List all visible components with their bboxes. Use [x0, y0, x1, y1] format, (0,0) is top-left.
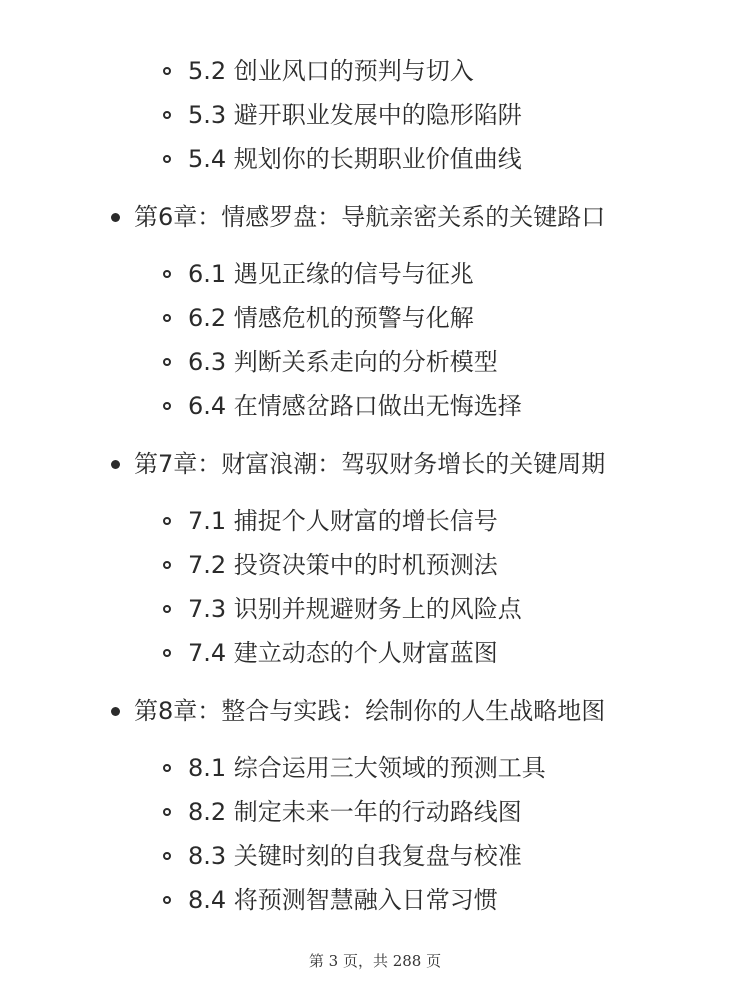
toc-chapter-item[interactable] [134, 444, 605, 484]
toc-section-item[interactable] [188, 298, 474, 338]
section-label: 8.1 综合运用三大领域的预测工具 [188, 754, 546, 782]
page-footer: 第 3 页，共 288 页 [308, 952, 442, 970]
section-label: 5.2 创业风口的预判与切入 [188, 57, 474, 85]
section-label: 6.2 情感危机的预警与化解 [188, 304, 474, 332]
toc-section-item[interactable] [188, 95, 522, 135]
section-label: 7.3 识别并规避财务上的风险点 [188, 595, 522, 623]
hollow-bullet-icon [163, 896, 171, 904]
hollow-bullet-icon [163, 111, 171, 119]
toc-section-item[interactable] [188, 342, 498, 382]
toc-section-item[interactable] [188, 386, 522, 426]
toc-chapter-item[interactable] [134, 197, 605, 237]
section-label: 5.3 避开职业发展中的隐形陷阱 [188, 101, 522, 129]
hollow-bullet-icon [163, 402, 171, 410]
hollow-bullet-icon [163, 314, 171, 322]
section-label: 7.4 建立动态的个人财富蓝图 [188, 639, 498, 667]
hollow-bullet-icon [163, 605, 171, 613]
section-label: 6.1 遇见正缘的信号与征兆 [188, 260, 474, 288]
toc-section-item[interactable] [188, 51, 474, 91]
toc-section-item[interactable] [188, 589, 522, 629]
toc-chapter-item[interactable] [134, 691, 605, 731]
section-label: 8.4 将预测智慧融入日常习惯 [188, 886, 498, 914]
toc-section-item[interactable] [188, 792, 522, 832]
hollow-bullet-icon [163, 358, 171, 366]
hollow-bullet-icon [163, 649, 171, 657]
hollow-bullet-icon [163, 67, 171, 75]
hollow-bullet-icon [163, 808, 171, 816]
chapter-title: 第7章：财富浪潮：驾驭财务增长的关键周期 [134, 450, 606, 478]
hollow-bullet-icon [163, 270, 171, 278]
filled-bullet-icon [111, 213, 120, 222]
toc-section-item[interactable] [188, 545, 498, 585]
chapter-title: 第8章：整合与实践：绘制你的人生战略地图 [134, 697, 606, 725]
toc-section-item[interactable] [188, 748, 546, 788]
hollow-bullet-icon [163, 517, 171, 525]
section-label: 7.2 投资决策中的时机预测法 [188, 551, 498, 579]
section-label: 7.1 捕捉个人财富的增长信号 [188, 507, 498, 535]
toc-section-item[interactable] [188, 501, 498, 541]
section-label: 5.4 规划你的长期职业价值曲线 [188, 145, 522, 173]
hollow-bullet-icon [163, 561, 171, 569]
hollow-bullet-icon [163, 155, 171, 163]
section-label: 8.3 关键时刻的自我复盘与校准 [188, 842, 522, 870]
filled-bullet-icon [111, 707, 120, 716]
toc-section-item[interactable] [188, 633, 498, 673]
hollow-bullet-icon [163, 852, 171, 860]
chapter-title: 第6章：情感罗盘：导航亲密关系的关键路口 [134, 203, 606, 231]
hollow-bullet-icon [163, 764, 171, 772]
toc-section-item[interactable] [188, 880, 498, 920]
toc-section-item[interactable] [188, 836, 522, 876]
toc-section-item[interactable] [188, 139, 522, 179]
section-label: 6.4 在情感岔路口做出无悔选择 [188, 392, 522, 420]
filled-bullet-icon [111, 460, 120, 469]
toc-section-item[interactable] [188, 254, 474, 294]
section-label: 6.3 判断关系走向的分析模型 [188, 348, 498, 376]
section-label: 8.2 制定未来一年的行动路线图 [188, 798, 522, 826]
